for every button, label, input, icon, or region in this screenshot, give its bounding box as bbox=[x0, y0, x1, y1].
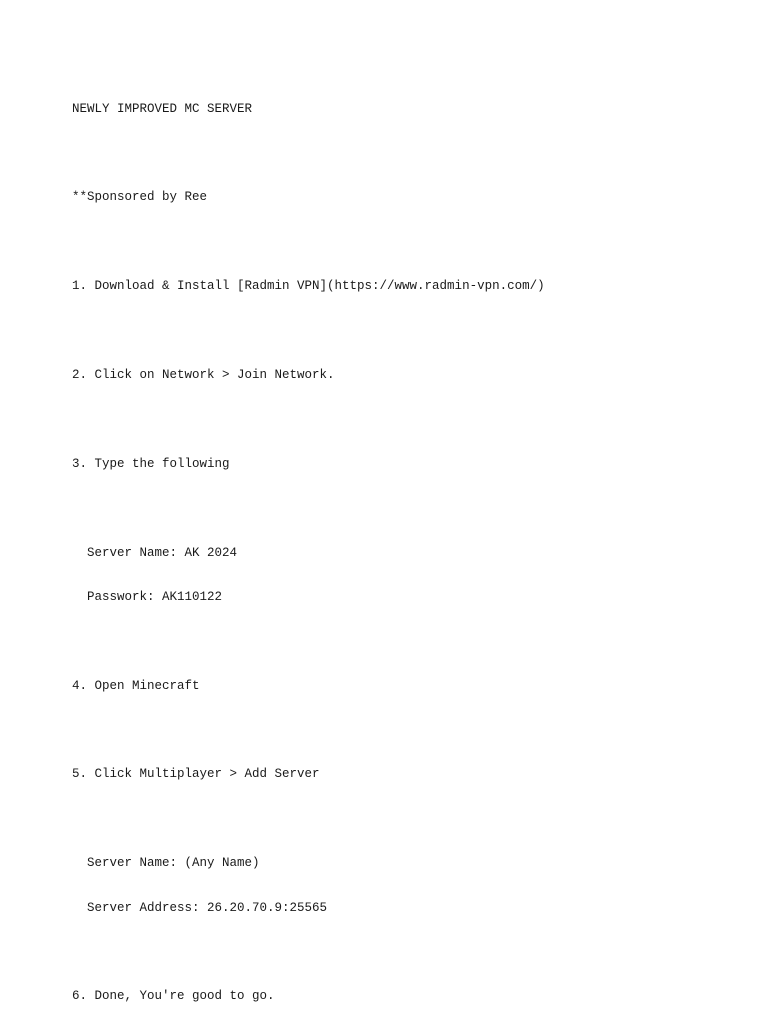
step-6: 6. Done, You're good to go. bbox=[72, 989, 275, 1004]
blank-line bbox=[72, 634, 692, 649]
sponsor-line: **Sponsored by Ree bbox=[72, 190, 208, 205]
blank-line bbox=[72, 945, 692, 960]
step-2: 2. Click on Network > Join Network. bbox=[72, 367, 335, 382]
step-1: 1. Download & Install [Radmin VPN](https://www.radmin-vpn.com/) bbox=[72, 279, 545, 294]
blank-line bbox=[72, 412, 692, 427]
step-5-server-name: Server Name: (Any Name) bbox=[87, 856, 260, 871]
step-3: 3. Type the following bbox=[72, 456, 230, 471]
blank-line bbox=[72, 146, 692, 161]
blank-line bbox=[72, 501, 692, 516]
step-3-server-name: Server Name: AK 2024 bbox=[87, 545, 238, 560]
blank-line bbox=[72, 324, 692, 339]
step-5-server-address: Server Address: 26.20.70.9:25565 bbox=[87, 900, 328, 915]
document-body bbox=[72, 72, 692, 1034]
blank-line bbox=[72, 812, 692, 827]
document-title: NEWLY IMPROVED MC SERVER bbox=[72, 101, 253, 116]
blank-line bbox=[72, 723, 692, 738]
blank-line bbox=[72, 235, 692, 250]
step-4: 4. Open Minecraft bbox=[72, 678, 200, 693]
step-5: 5. Click Multiplayer > Add Server bbox=[72, 767, 320, 782]
step-3-password: Passwork: AK110122 bbox=[87, 589, 223, 604]
